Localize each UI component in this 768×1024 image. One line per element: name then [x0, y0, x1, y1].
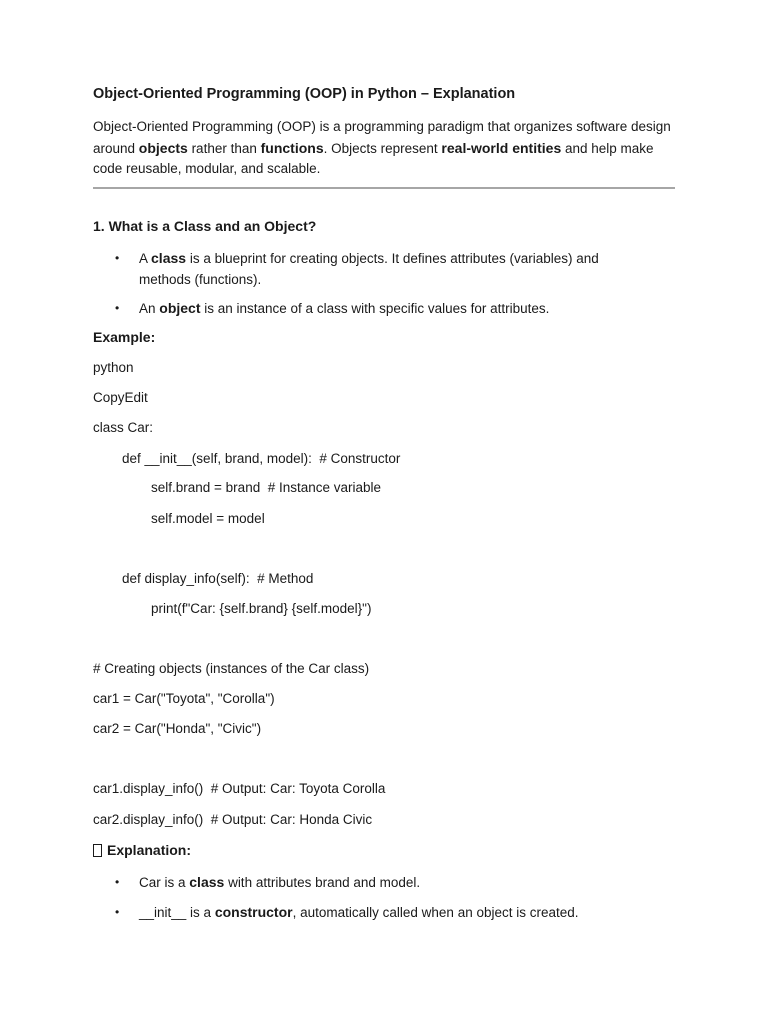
- bullet-text-pre: Car is a: [139, 875, 190, 890]
- code-line: self.model = model: [121, 511, 265, 526]
- bullet-bold: class: [151, 250, 187, 266]
- list-item-car-class: [115, 872, 639, 893]
- code-line: def display_info(self): # Method: [107, 571, 314, 586]
- list-item-object: [115, 298, 639, 319]
- bullet-text-pre: An: [139, 301, 160, 316]
- code-line: print(f"Car: {self.brand} {self.model}"): [121, 601, 372, 616]
- bullet-text-post: is an instance of a class with specific values for attributes.: [200, 301, 550, 316]
- bullet-dot: •: [115, 301, 120, 315]
- explanation-heading: [93, 842, 191, 858]
- intro-text-4: and help make code reusable, modular, and scalable.: [93, 140, 654, 176]
- section-heading-class-object: 1. What is a Class and an Object?: [93, 218, 317, 234]
- code-line: class Car:: [93, 420, 154, 435]
- list-item-class: [115, 248, 639, 290]
- copy-edit-label: CopyEdit: [93, 390, 148, 405]
- code-line: car2.display_info() # Output: Car: Honda Civic: [93, 812, 373, 827]
- code-language-label: python: [93, 360, 134, 375]
- code-line: car1.display_info() # Output: Car: Toyota Corolla: [93, 781, 386, 796]
- missing-glyph-icon: [93, 844, 102, 857]
- intro-paragraph: [93, 117, 683, 180]
- list-item-constructor: [115, 902, 639, 923]
- bullet-dot: •: [115, 905, 120, 919]
- code-line: def __init__(self, brand, model): # Constructor: [107, 451, 401, 466]
- bullet-dot: •: [115, 251, 120, 265]
- intro-bold-functions: functions: [260, 139, 324, 156]
- bullet-text-pre: A: [139, 251, 152, 266]
- code-line: car1 = Car("Toyota", "Corolla"): [93, 691, 275, 706]
- intro-text-1: Object-Oriented Programming (OOP) is a programming paradigm that organizes software design around: [93, 119, 671, 156]
- bullet-text-pre: __init__ is a: [139, 905, 215, 920]
- explanation-heading-text: Explanation:: [107, 842, 192, 858]
- code-line: car2 = Car("Honda", "Civic"): [93, 721, 262, 736]
- bullet-bold: class: [189, 874, 225, 890]
- intro-bold-real-world: real-world entities: [441, 139, 562, 156]
- intro-text-2: rather than: [187, 140, 261, 156]
- example-heading: Example:: [93, 329, 156, 345]
- bullet-text-post: , automatically called when an object is created.: [292, 905, 579, 920]
- document-title: Object-Oriented Programming (OOP) in Python – Explanation: [93, 86, 516, 102]
- bullet-bold: constructor: [214, 904, 293, 920]
- code-line: self.brand = brand # Instance variable: [121, 480, 382, 495]
- code-line: # Creating objects (instances of the Car class): [93, 661, 370, 676]
- bullet-text-post: is a blueprint for creating objects. It defines attributes (variables) and methods (functions).: [139, 251, 599, 287]
- horizontal-rule: [93, 187, 675, 189]
- bullet-dot: •: [115, 875, 120, 889]
- intro-bold-objects: objects: [138, 139, 188, 156]
- bullet-bold: object: [159, 300, 201, 316]
- intro-text-3: . Objects represent: [323, 140, 442, 156]
- bullet-text-post: with attributes brand and model.: [224, 875, 421, 890]
